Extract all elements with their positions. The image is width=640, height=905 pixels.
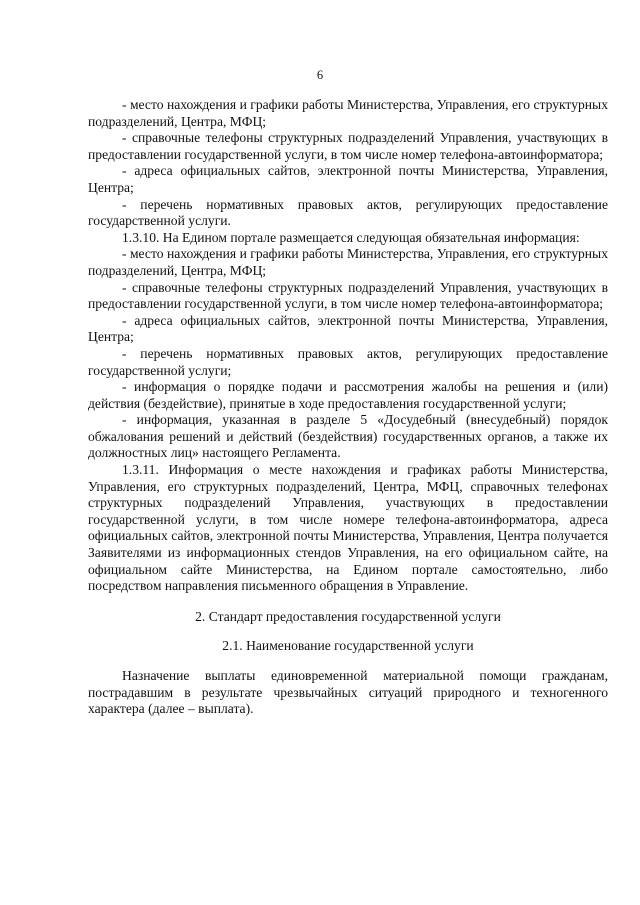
paragraph-portal-section-5: - информация, указанная в разделе 5 «Досудебный (внесудебный) порядок обжалования решений и действий (бездействия) государственных органов, а также их должностных лиц» настоящего Регламента. [88, 412, 608, 461]
paragraph-1-3-11: 1.3.11. Информация о месте нахождения и графиках работы Министерства, Управления, его структурных подразделений, Центра, МФЦ, справочных телефонах структурных подразделений Управления, участвующих в предоставлении государственной услуги, в том числе номере телефона-автоинформатора, адреса официальных сайтов, электронной почты Министерства, Управления, Центра получается Заявителями из информационных стендов Управления, на его официальном сайте, на официальном сайте Министерства, на Едином портале самостоятельно, либо посредством направления письменного обращения в Управление. [88, 462, 608, 594]
paragraph-service-name: Назначение выплаты единовременной материальной помощи гражданам, пострадавшим в результате чрезвычайных ситуаций природного и техногенного характера (далее – выплата). [88, 668, 608, 717]
paragraph-portal-location-schedule: - место нахождения и графики работы Министерства, Управления, его структурных подразделений, Центра, МФЦ; [88, 246, 608, 278]
document-body [88, 97, 608, 718]
paragraph-portal-phones: - справочные телефоны структурных подразделений Управления, участвующих в предоставлении государственной услуги, в том числе номер телефона-автоинформатора; [88, 279, 608, 312]
paragraph-legal-acts: - перечень нормативных правовых актов, регулирующих предоставление государственной услуги. [88, 196, 608, 229]
paragraph-1-3-10: 1.3.10. На Едином портале размещается следующая обязательная информация: [122, 229, 580, 245]
section-heading: 2. Стандарт предоставления государственной услуги [195, 608, 501, 624]
paragraph-phones: - справочные телефоны структурных подразделений Управления, участвующих в предоставлении государственной услуги, в том числе номер телефона-автоинформатора; [88, 130, 608, 162]
paragraph-portal-websites: - адреса официальных сайтов, электронной почты Министерства, Управления, Центра; [88, 312, 608, 345]
paragraph-websites: - адреса официальных сайтов, электронной почты Министерства, Управления, Центра; [88, 163, 608, 195]
paragraph-portal-legal-acts: - перечень нормативных правовых актов, регулирующих предоставление государственной услуги; [88, 345, 608, 378]
page-number: 6 [316, 68, 324, 82]
paragraph-location-schedule: - место нахождения и графики работы Министерства, Управления, его структурных подразделений, Центра, МФЦ; [88, 97, 608, 129]
paragraph-portal-complaints: - информация о порядке подачи и рассмотрения жалобы на решения и (или) действия (бездействие), принятые в ходе предоставления государственной услуги; [88, 379, 608, 411]
subsection-heading: 2.1. Наименование государственной услуги [222, 638, 474, 654]
